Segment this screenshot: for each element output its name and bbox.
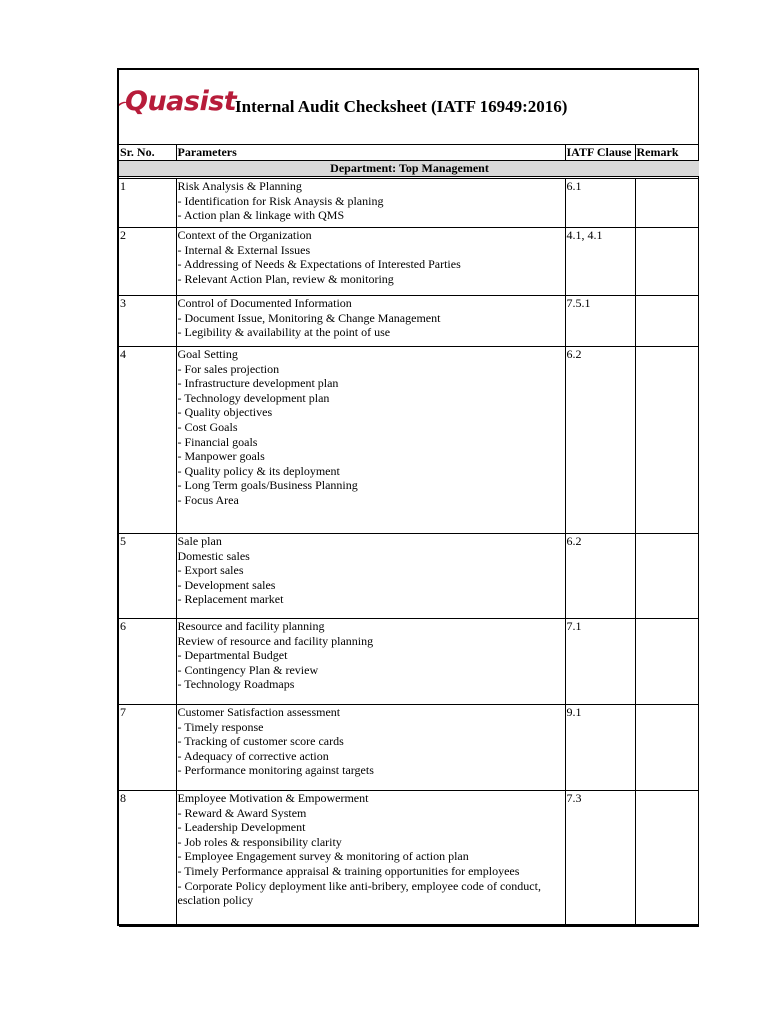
sr-no-cell: 5 <box>119 534 176 619</box>
parameters-cell: Employee Motivation & Empowerment - Reward & Award System - Leadership Development - Job roles & responsibility clarity - Employee Engagement survey & monitoring of action plan - Timely Performance appraisal & training opportunities for employees - Corporate Policy deployment like anti-bribery, employee code of conduct, esclation policy <box>176 791 565 927</box>
department-label: Department: Top Management <box>119 161 699 178</box>
table-row <box>119 347 699 534</box>
table-row <box>119 705 699 791</box>
iatf-clause-cell: 7.5.1 <box>565 296 635 347</box>
remark-cell[interactable] <box>635 791 699 927</box>
title-bar <box>119 70 698 145</box>
audit-table <box>119 145 699 927</box>
remark-cell[interactable] <box>635 347 699 534</box>
logo: Quasist <box>125 86 237 117</box>
iatf-clause-cell: 6.1 <box>565 178 635 228</box>
iatf-clause-cell: 6.2 <box>565 534 635 619</box>
remark-cell[interactable] <box>635 228 699 296</box>
remark-cell[interactable] <box>635 534 699 619</box>
iatf-clause-cell: 9.1 <box>565 705 635 791</box>
iatf-clause-cell: 7.1 <box>565 619 635 705</box>
col-header-sr-no: Sr. No. <box>119 145 176 161</box>
sr-no-cell: 8 <box>119 791 176 927</box>
remark-cell[interactable] <box>635 619 699 705</box>
iatf-clause-cell: 4.1, 4.1 <box>565 228 635 296</box>
sr-no-cell: 6 <box>119 619 176 705</box>
remark-cell[interactable] <box>635 296 699 347</box>
parameters-cell: Customer Satisfaction assessment - Timely response - Tracking of customer score cards - Adequacy of corrective action - Performance monitoring against targets <box>176 705 565 791</box>
col-header-iatf-clause: IATF Clause <box>565 145 635 161</box>
table-row <box>119 296 699 347</box>
parameters-cell: Goal Setting - For sales projection - Infrastructure development plan - Technology development plan - Quality objectives - Cost Goals - Financial goals - Manpower goals - Quality policy & its deployment - Long Term goals/Business Planning - Focus Area <box>176 347 565 534</box>
sr-no-cell: 3 <box>119 296 176 347</box>
table-row <box>119 534 699 619</box>
sr-no-cell: 4 <box>119 347 176 534</box>
remark-cell[interactable] <box>635 705 699 791</box>
parameters-cell: Context of the Organization - Internal & External Issues - Addressing of Needs & Expectations of Interested Parties - Relevant Action Plan, review & monitoring <box>176 228 565 296</box>
iatf-clause-cell: 6.2 <box>565 347 635 534</box>
parameters-cell: Risk Analysis & Planning - Identification for Risk Anaysis & planing - Action plan & linkage with QMS <box>176 178 565 228</box>
sr-no-cell: 2 <box>119 228 176 296</box>
checksheet <box>117 68 699 926</box>
col-header-parameters: Parameters <box>176 145 565 161</box>
col-header-remark: Remark <box>635 145 699 161</box>
sr-no-cell: 1 <box>119 178 176 228</box>
iatf-clause-cell: 7.3 <box>565 791 635 927</box>
sr-no-cell: 7 <box>119 705 176 791</box>
parameters-cell: Control of Documented Information - Document Issue, Monitoring & Change Management - Legibility & availability at the point of use <box>176 296 565 347</box>
table-header-row <box>119 145 699 161</box>
page-title: Internal Audit Checksheet (IATF 16949:2016) <box>235 97 568 116</box>
parameters-cell: Resource and facility planning Review of resource and facility planning - Departmental Budget - Contingency Plan & review - Technology Roadmaps <box>176 619 565 705</box>
parameters-cell: Sale plan Domestic sales - Export sales - Development sales - Replacement market <box>176 534 565 619</box>
table-row <box>119 178 699 228</box>
department-band <box>119 161 699 178</box>
table-row <box>119 791 699 927</box>
table-row <box>119 619 699 705</box>
table-row <box>119 228 699 296</box>
remark-cell[interactable] <box>635 178 699 228</box>
